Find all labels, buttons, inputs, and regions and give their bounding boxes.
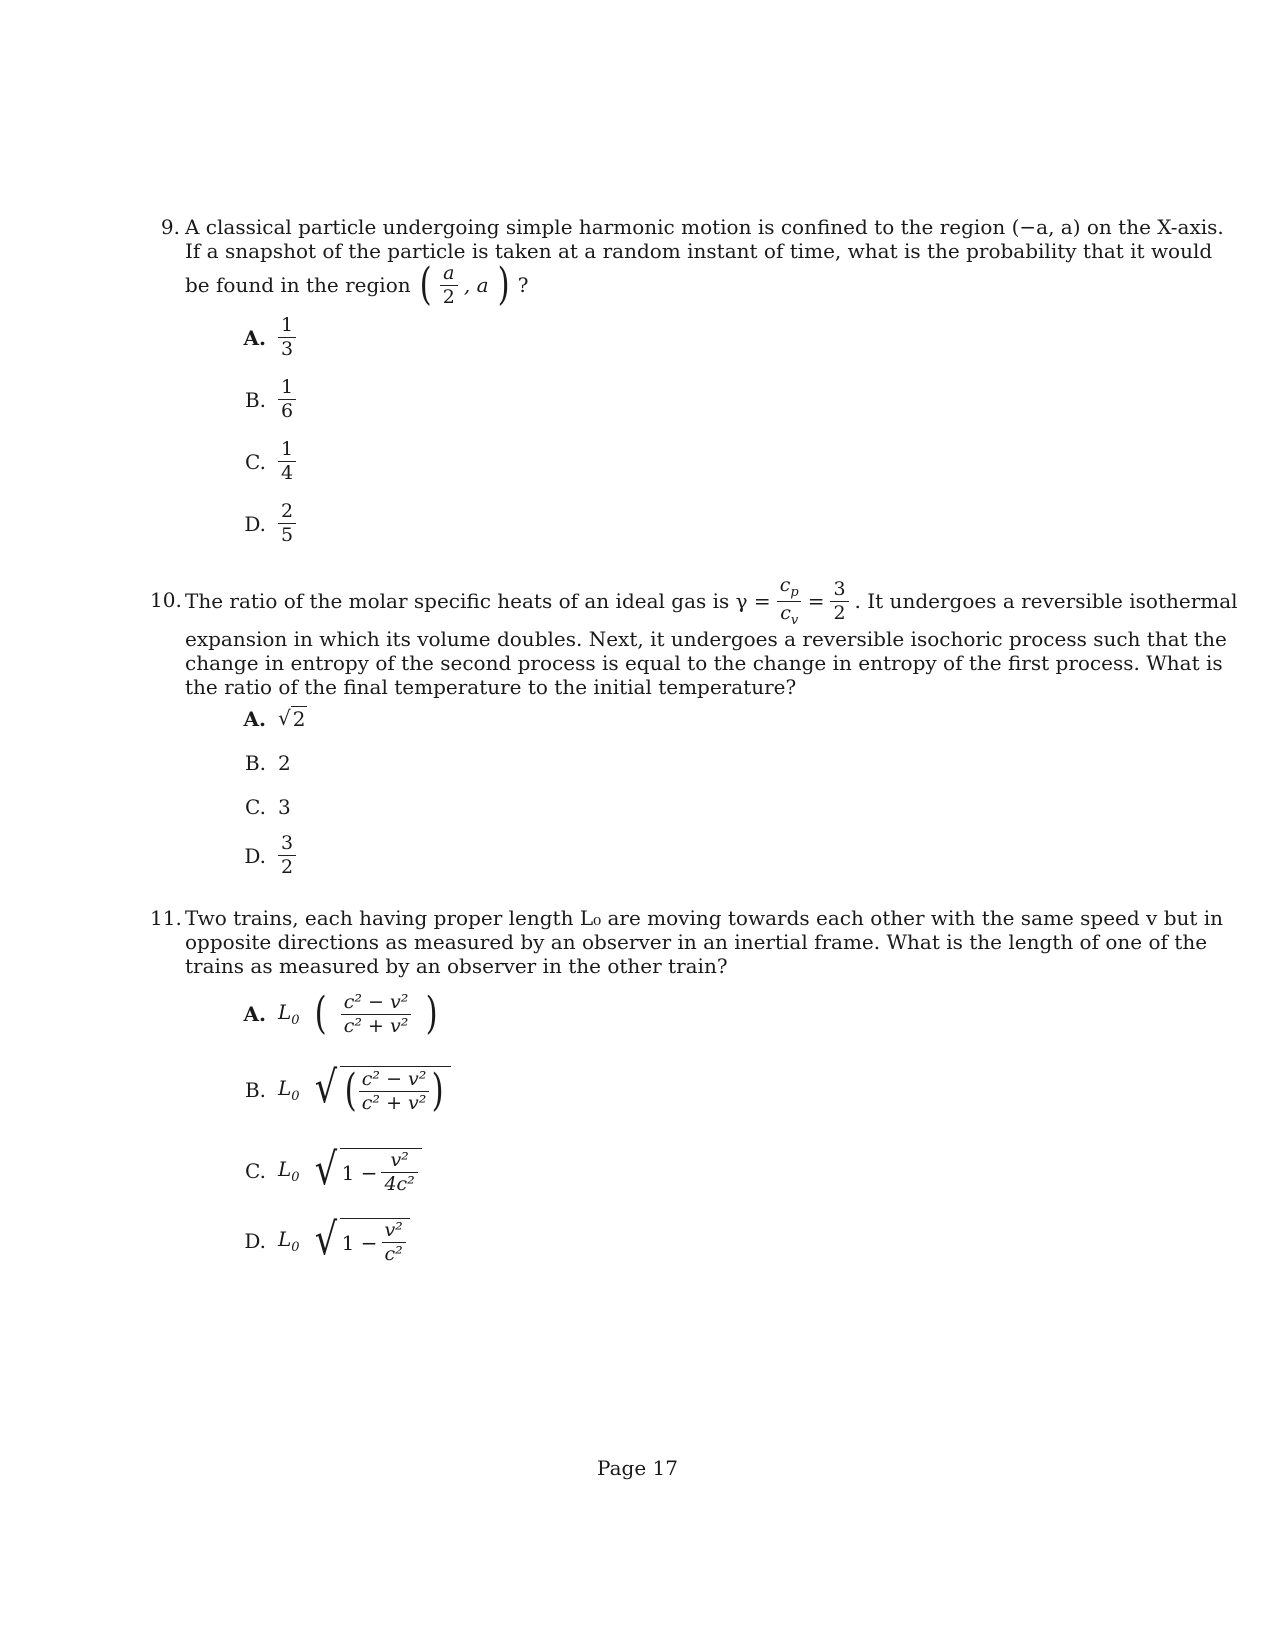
option-10c[interactable]: C. 3 (245, 795, 291, 819)
question-number: 10. (150, 588, 182, 612)
question-11 (150, 906, 1224, 978)
option-10b[interactable]: B. 2 (244, 751, 291, 775)
option-9c[interactable]: C. $\frac{1}{4}$ (242, 440, 296, 483)
option-9d[interactable]: D. $\frac{2}{5}$ (242, 502, 296, 545)
option-11b[interactable]: B. $L_0$ √ ( $\frac{\text{c² − v²}}{\text{c² + v²}}$ ) (242, 1066, 451, 1113)
option-10d[interactable]: D. $\frac{3}{2}$ (242, 834, 296, 877)
question-number: 11. (150, 906, 182, 930)
option-11d[interactable]: D. $L_0$ √ 1 − $\frac{\text{v²}}{\text{c²}}$ (242, 1218, 410, 1264)
question-9 (150, 215, 1224, 310)
option-9b[interactable]: B. $\frac{1}{6}$ (242, 378, 296, 421)
region-fraction: $\frac{a}{2}$ (440, 264, 458, 307)
question-number: 9. (160, 215, 180, 239)
option-11c[interactable]: C. $L_0$ √ 1 − $\frac{\text{v²}}{\text{4c²}}$ (242, 1148, 422, 1194)
option-10a[interactable]: A. √ 2 (243, 706, 306, 731)
question-text: Two trains, each having proper length L₀ are moving towards each other with the same speed v but in opposite directions as measured by an observer in an inertial frame. What is the length of one of the trains as measured by an observer in the other train? (185, 906, 1224, 978)
page-number: Page 17 (597, 1456, 678, 1480)
option-11a[interactable]: A. $L_0$ ( $\frac{\text{c² − v²}}{\text{c² + v²}}$ ) (243, 988, 438, 1039)
question-text: A classical particle undergoing simple harmonic motion is confined to the region (−a, a) on the X-axis. If a snapshot of the particle is taken at a random instant of time, what is the probability that it would be found in the region ( $\frac{a}{2}$ , a ) ? (185, 215, 1224, 310)
option-9a[interactable]: A. $\frac{1}{3}$ (242, 316, 296, 359)
gamma-fraction: $\frac{c_p}{c_v}$ (777, 576, 802, 627)
question-text: The ratio of the molar specific heats of an ideal gas is γ = $\frac{c_p}{c_v}$ = $\frac{3}{2}$ . It undergoes a reversible isothermal expansion in which its volume doubles. Next, it undergoes a reversible isochoric process such that the change in entropy of the second process is equal to the change in entropy of the first process. What is the ratio of the final temperature to the initial temperature? (185, 574, 1238, 699)
question-10 (150, 574, 1238, 699)
